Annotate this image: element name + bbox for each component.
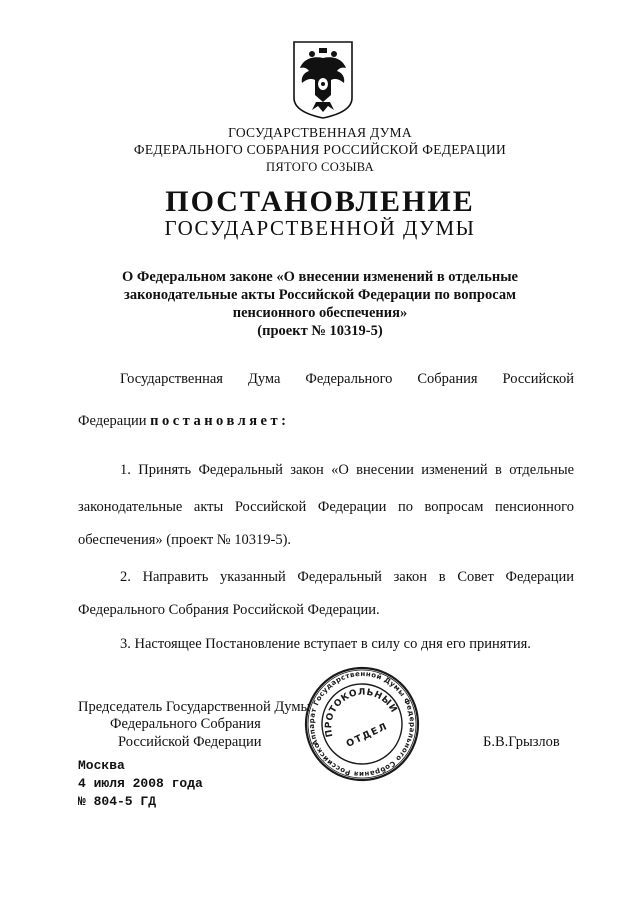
document-title: ПОСТАНОВЛЕНИЕ xyxy=(165,185,475,218)
signatory-position-3: Российской Федерации xyxy=(118,734,262,750)
date: 4 июля 2008 года xyxy=(78,776,203,791)
svg-text:Аппарат Государственной Думы Ф xyxy=(303,665,421,783)
subject-line-2: законодательные акты Российской Федерации по вопросам xyxy=(124,287,516,303)
item-2-line-1: 2. Направить указанный Федеральный закон в Совет Федерации xyxy=(120,569,574,585)
signatory-name: Б.В.Грызлов xyxy=(483,734,560,750)
item-1-line-2: законодательные акты Российской Федерации по вопросам пенсионного xyxy=(78,499,574,515)
org-line-2: ФЕДЕРАЛЬНОГО СОБРАНИЯ РОССИЙСКОЙ ФЕДЕРАЦИИ xyxy=(133,142,507,157)
item-1-line-1: 1. Принять Федеральный закон «О внесении изменений в отдельные xyxy=(120,462,574,478)
intro-prefix: Федерации xyxy=(78,413,147,429)
seal-center-text: ОТДЕЛ xyxy=(344,720,390,750)
resolves-word: постановляет: xyxy=(150,413,290,429)
item-1-line-3: обеспечения» (проект № 10319-5). xyxy=(78,532,292,548)
subject-line-1: О Федеральном законе «О внесении изменений в отдельные xyxy=(122,269,518,285)
subject-line-3: пенсионного обеспечения» xyxy=(232,305,408,321)
intro-line-2 xyxy=(78,413,574,430)
intro-line-1: Государственная Дума Федерального Собрания Российской xyxy=(120,371,574,387)
signatory-position-2: Федерального Собрания xyxy=(110,716,261,732)
item-3: 3. Настоящее Постановление вступает в силу со дня его принятия. xyxy=(120,636,531,652)
document-subtitle: ГОСУДАРСТВЕННОЙ ДУМЫ xyxy=(164,216,476,240)
city: Москва xyxy=(78,758,125,773)
org-line-3: ПЯТОГО СОЗЫВА xyxy=(266,160,374,174)
subject-heading xyxy=(60,268,580,340)
official-seal-stamp xyxy=(303,665,421,783)
org-line-1: ГОСУДАРСТВЕННАЯ ДУМА xyxy=(228,125,412,140)
double-headed-eagle-icon xyxy=(292,40,354,120)
seal-arc-text: ПРОТОКОЛЬНЫЙ xyxy=(324,687,399,738)
document-number: № 804-5 ГД xyxy=(78,794,157,809)
item-2-line-2: Федерального Собрания Российской Федерации. xyxy=(78,602,380,618)
seal-ring-text: Аппарат Государственной Думы Федерального Собрания Российской xyxy=(307,669,417,779)
signatory-position-1: Председатель Государственной Думы xyxy=(78,699,311,715)
project-number: (проект № 10319-5) xyxy=(257,323,383,339)
